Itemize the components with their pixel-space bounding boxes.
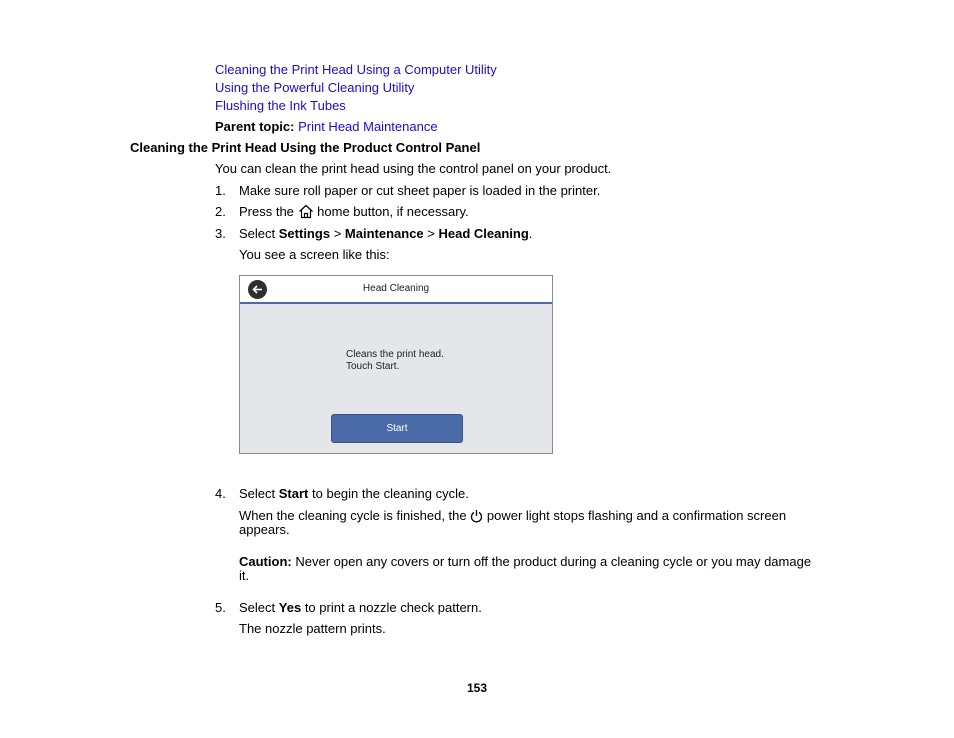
- page-number: 153: [466, 681, 488, 695]
- intro-text: You can clean the print head using the control panel on your product.: [215, 161, 612, 176]
- step-5-pre: Select: [239, 600, 276, 615]
- caution-line1: [239, 554, 811, 569]
- screen-message: [346, 349, 444, 373]
- step-5-yes: Yes: [278, 600, 302, 615]
- step-2-text: [239, 204, 469, 222]
- step-4-post: to begin the cleaning cycle.: [312, 486, 469, 501]
- step-5-number: 5.: [215, 600, 226, 615]
- screen-message-line1: Cleans the print head.: [346, 349, 444, 360]
- step-5-text: [239, 600, 482, 615]
- step-4-note-line2: appears.: [239, 522, 290, 537]
- step-3-pre: Select: [239, 226, 276, 241]
- step-3-head-cleaning: Head Cleaning: [438, 226, 529, 241]
- link-powerful-cleaning[interactable]: Using the Powerful Cleaning Utility: [215, 80, 415, 95]
- link-flushing-ink-tubes[interactable]: Flushing the Ink Tubes: [215, 98, 346, 113]
- step-3-sep1: >: [333, 226, 342, 241]
- screen-title: Head Cleaning: [362, 283, 430, 294]
- step-4-note: [239, 508, 786, 526]
- step-3-note: You see a screen like this:: [239, 247, 390, 262]
- caution-line2: it.: [239, 568, 250, 583]
- caution-text: Never open any covers or turn off the product during a cleaning cycle or you may damage: [295, 554, 812, 569]
- step-1-number: 1.: [215, 183, 226, 198]
- step-3-text: [239, 226, 532, 241]
- parent-topic: [215, 119, 438, 134]
- step-4-note-pre: When the cleaning cycle is finished, the: [239, 508, 467, 523]
- step-4-number: 4.: [215, 486, 226, 501]
- control-panel-screen: [239, 275, 553, 454]
- step-2-post: home button, if necessary.: [317, 204, 469, 219]
- step-2-number: 2.: [215, 204, 226, 219]
- step-1-text: Make sure roll paper or cut sheet paper is loaded in the printer.: [239, 183, 601, 198]
- parent-topic-link[interactable]: Print Head Maintenance: [298, 119, 438, 134]
- start-button[interactable]: Start: [331, 414, 463, 443]
- step-3-end: .: [528, 226, 533, 241]
- step-4-text: [239, 486, 469, 501]
- home-icon: [298, 204, 314, 222]
- step-4-start: Start: [278, 486, 309, 501]
- step-4-pre: Select: [239, 486, 276, 501]
- step-3-sep2: >: [427, 226, 435, 241]
- screen-message-line2: Touch Start.: [346, 361, 400, 372]
- step-3-settings: Settings: [278, 226, 331, 241]
- power-icon: [470, 509, 483, 526]
- caution-label: Caution:: [239, 554, 292, 569]
- step-3-maintenance: Maintenance: [344, 226, 424, 241]
- parent-topic-label: Parent topic:: [215, 119, 295, 134]
- link-computer-utility[interactable]: Cleaning the Print Head Using a Computer Utility: [215, 62, 497, 77]
- step-2-pre: Press the: [239, 204, 294, 219]
- section-title: Cleaning the Print Head Using the Product Control Panel: [130, 140, 481, 155]
- step-5-note: The nozzle pattern prints.: [239, 621, 386, 636]
- step-5-post: to print a nozzle check pattern.: [304, 600, 482, 615]
- step-3-number: 3.: [215, 226, 226, 241]
- step-4-note-post: power light stops flashing and a confirmation screen: [486, 508, 787, 523]
- screen-header: [240, 276, 552, 304]
